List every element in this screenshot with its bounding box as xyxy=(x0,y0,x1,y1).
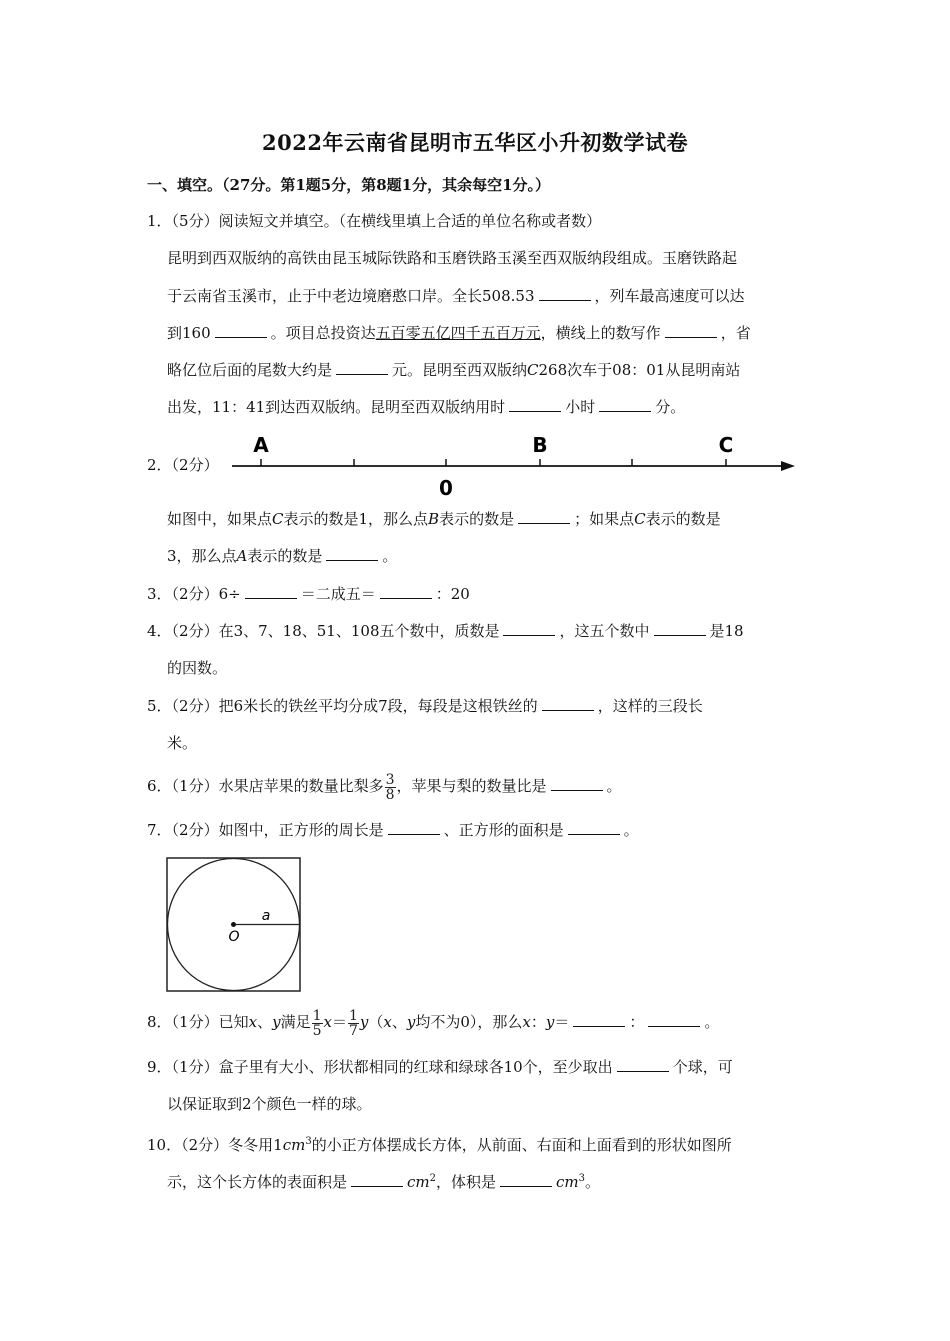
answer-blank[interactable] xyxy=(573,1012,625,1027)
question-6 xyxy=(147,768,622,804)
question-1-head xyxy=(147,211,601,231)
variable: C xyxy=(634,510,646,528)
text: 。 xyxy=(704,1013,720,1031)
text: ，横线上的数写作 xyxy=(540,324,661,342)
text: （1分）水果店苹果的数量比梨多 xyxy=(171,777,384,795)
page-title: 2022年云南省昆明市五华区小升初数学试卷 xyxy=(262,130,688,155)
arrow-head-icon xyxy=(781,461,795,471)
question-number: 6． xyxy=(147,777,172,795)
text: 表示的数是 xyxy=(439,510,515,528)
text: 、 xyxy=(257,1013,273,1031)
question-5 xyxy=(147,696,703,716)
variable: y xyxy=(359,1013,369,1031)
text: 。 xyxy=(585,1173,601,1191)
text: 于云南省玉溪市，止于中老边境磨憨口岸。全长508.53 xyxy=(167,287,535,305)
exponent: 3 xyxy=(305,1136,312,1147)
text: （1分）盒子里有大小、形状都相同的红球和绿球各10个，至少取出 xyxy=(171,1058,613,1076)
variable: A xyxy=(236,547,248,565)
question-4-line-2: 的因数。 xyxy=(167,659,228,677)
question-9 xyxy=(147,1057,733,1077)
answer-blank[interactable] xyxy=(509,397,561,412)
variable: x xyxy=(383,1013,392,1031)
text: ；如果点 xyxy=(574,510,635,528)
square-circle-figure xyxy=(165,856,305,994)
text: （1分）已知 xyxy=(171,1013,249,1031)
question-1-line-3 xyxy=(167,323,751,343)
question-3 xyxy=(147,584,470,604)
text: ，列车最高速度可以达 xyxy=(594,287,745,305)
question-1-line-4 xyxy=(167,360,740,380)
variable: y xyxy=(406,1013,416,1031)
text: 是18 xyxy=(709,622,744,640)
point-label-a: A xyxy=(253,433,269,457)
question-number: 1． xyxy=(147,212,172,230)
question-10-line-2 xyxy=(167,1169,600,1192)
text: 到160 xyxy=(167,324,211,342)
number-line-figure xyxy=(230,430,800,502)
text: 3，那么点 xyxy=(167,547,237,565)
text: 满足 xyxy=(280,1013,311,1031)
question-7 xyxy=(147,820,639,840)
text: 。 xyxy=(606,777,622,795)
section-heading: 一、填空。（27分。第1题5分，第8题1分，其余每空1分。） xyxy=(147,176,551,194)
answer-blank[interactable] xyxy=(336,360,388,375)
text: ，这样的三段长 xyxy=(597,697,703,715)
text: 示，这个长方体的表面积是 xyxy=(167,1173,348,1191)
variable: C xyxy=(272,510,284,528)
question-number: 10． xyxy=(147,1136,182,1154)
variable: x xyxy=(522,1013,531,1031)
text: ： xyxy=(530,1013,546,1031)
answer-blank[interactable] xyxy=(388,820,440,835)
text: （2分）冬冬用1 xyxy=(181,1136,283,1154)
question-number: 3． xyxy=(147,585,172,603)
answer-blank[interactable] xyxy=(599,397,651,412)
answer-blank[interactable] xyxy=(518,509,570,524)
point-label-b: B xyxy=(532,433,548,457)
text: 、正方形的面积是 xyxy=(443,821,564,839)
question-number: 9． xyxy=(147,1058,172,1076)
numerator: 3 xyxy=(385,771,395,788)
answer-blank[interactable] xyxy=(617,1057,669,1072)
question-9-line-2: 以保证取到2个颜色一样的球。 xyxy=(167,1095,372,1113)
unit: cm xyxy=(282,1136,306,1154)
variable: C xyxy=(527,361,539,379)
text: （2分）在3、7、18、51、108五个数中，质数是 xyxy=(171,622,500,640)
question-number: 7． xyxy=(147,821,172,839)
question-number: 5． xyxy=(147,697,172,715)
numerator: 1 xyxy=(348,1007,358,1024)
text: 小时 xyxy=(565,398,596,416)
unit: cm xyxy=(556,1173,579,1191)
question-number: 8． xyxy=(147,1013,172,1031)
denominator: 5 xyxy=(312,1022,322,1039)
text: （2分）把6米长的铁丝平均分成7段，每段是这根铁丝的 xyxy=(171,697,538,715)
question-8 xyxy=(147,1004,719,1040)
text: 表示的数是 xyxy=(645,510,721,528)
answer-blank[interactable] xyxy=(245,584,297,599)
numerator: 1 xyxy=(312,1007,322,1024)
question-10 xyxy=(147,1132,732,1155)
text: ＝ xyxy=(554,1013,570,1031)
text: 均不为0），那么 xyxy=(415,1013,523,1031)
answer-blank[interactable] xyxy=(351,1172,403,1187)
text: 如图中，如果点 xyxy=(167,510,273,528)
text: ：20 xyxy=(435,585,470,603)
answer-blank[interactable] xyxy=(665,323,717,338)
text: 表示的数是 xyxy=(247,547,323,565)
question-2-head xyxy=(147,455,219,475)
text: ，苹果与梨的数量比是 xyxy=(396,777,547,795)
text: ，省 xyxy=(720,324,751,342)
text: ，这五个数中 xyxy=(559,622,650,640)
question-number: 2． xyxy=(147,456,172,474)
text: （2分）如图中，正方形的周长是 xyxy=(171,821,384,839)
text: 。 xyxy=(382,547,398,565)
radius-label: a xyxy=(261,908,271,924)
text: ＝二成五＝ xyxy=(300,585,376,603)
variable: B xyxy=(428,510,440,528)
text: 的小正方体摆成长方体，从前面、右面和上面看到的形状如图所 xyxy=(311,1136,732,1154)
question-text: （5分）阅读短文并填空。（在横线里填上合适的单位名称或者数） xyxy=(171,212,602,230)
question-1-line-5 xyxy=(167,397,685,417)
question-2-line-2 xyxy=(167,546,397,566)
fraction-3-8 xyxy=(385,773,396,802)
answer-blank[interactable] xyxy=(648,1012,700,1027)
variable: y xyxy=(545,1013,555,1031)
answer-blank[interactable] xyxy=(326,546,378,561)
text: 268次车于08：01从昆明南站 xyxy=(538,361,741,379)
fraction-1-5 xyxy=(312,1009,323,1038)
fraction-1-7 xyxy=(348,1009,359,1038)
answer-blank[interactable] xyxy=(568,820,620,835)
text: （ xyxy=(368,1013,384,1031)
text: 分。 xyxy=(655,398,686,416)
answer-blank[interactable] xyxy=(503,621,555,636)
exponent: 3 xyxy=(578,1173,586,1184)
text: ＝ xyxy=(331,1013,347,1031)
center-point xyxy=(231,922,236,927)
text: ，体积是 xyxy=(436,1173,497,1191)
question-text: （2分） xyxy=(171,456,219,474)
question-2-line-1 xyxy=(167,509,721,529)
question-number: 4． xyxy=(147,622,172,640)
text: 、 xyxy=(391,1013,407,1031)
variable: x xyxy=(248,1013,258,1031)
underlined-number: 五百零五亿四千五百万元 xyxy=(375,324,541,342)
exponent: 2 xyxy=(429,1173,437,1184)
question-1-line-1: 昆明到西双版纳的高铁由昆玉城际铁路和玉磨铁路玉溪至西双版纳段组成。玉磨铁路起 xyxy=(167,249,738,267)
question-1-line-2 xyxy=(167,286,745,306)
answer-blank[interactable] xyxy=(500,1172,552,1187)
text: ： xyxy=(629,1013,645,1031)
center-label: O xyxy=(228,929,240,945)
text: （2分）6÷ xyxy=(171,585,241,603)
question-4 xyxy=(147,621,744,641)
answer-blank[interactable] xyxy=(539,286,591,301)
point-label-c: C xyxy=(718,433,734,457)
answer-blank[interactable] xyxy=(654,621,706,636)
variable: x xyxy=(323,1013,332,1031)
text: 元。昆明至西双版纳 xyxy=(392,361,528,379)
denominator: 7 xyxy=(348,1022,358,1039)
origin-label: 0 xyxy=(439,476,453,500)
denominator: 8 xyxy=(385,786,395,803)
text: 。 xyxy=(623,821,639,839)
text: 。项目总投资达 xyxy=(270,324,376,342)
answer-blank[interactable] xyxy=(551,776,603,791)
unit: cm xyxy=(407,1173,430,1191)
text: 略亿位后面的尾数大约是 xyxy=(167,361,333,379)
text: 出发，11：41到达西双版纳。昆明至西双版纳用时 xyxy=(167,398,506,416)
answer-blank[interactable] xyxy=(542,696,594,711)
answer-blank[interactable] xyxy=(380,584,432,599)
text: 表示的数是1，那么点 xyxy=(283,510,429,528)
answer-blank[interactable] xyxy=(215,323,267,338)
text: 个球，可 xyxy=(672,1058,733,1076)
question-5-line-2: 米。 xyxy=(167,734,198,752)
variable: y xyxy=(272,1013,281,1031)
